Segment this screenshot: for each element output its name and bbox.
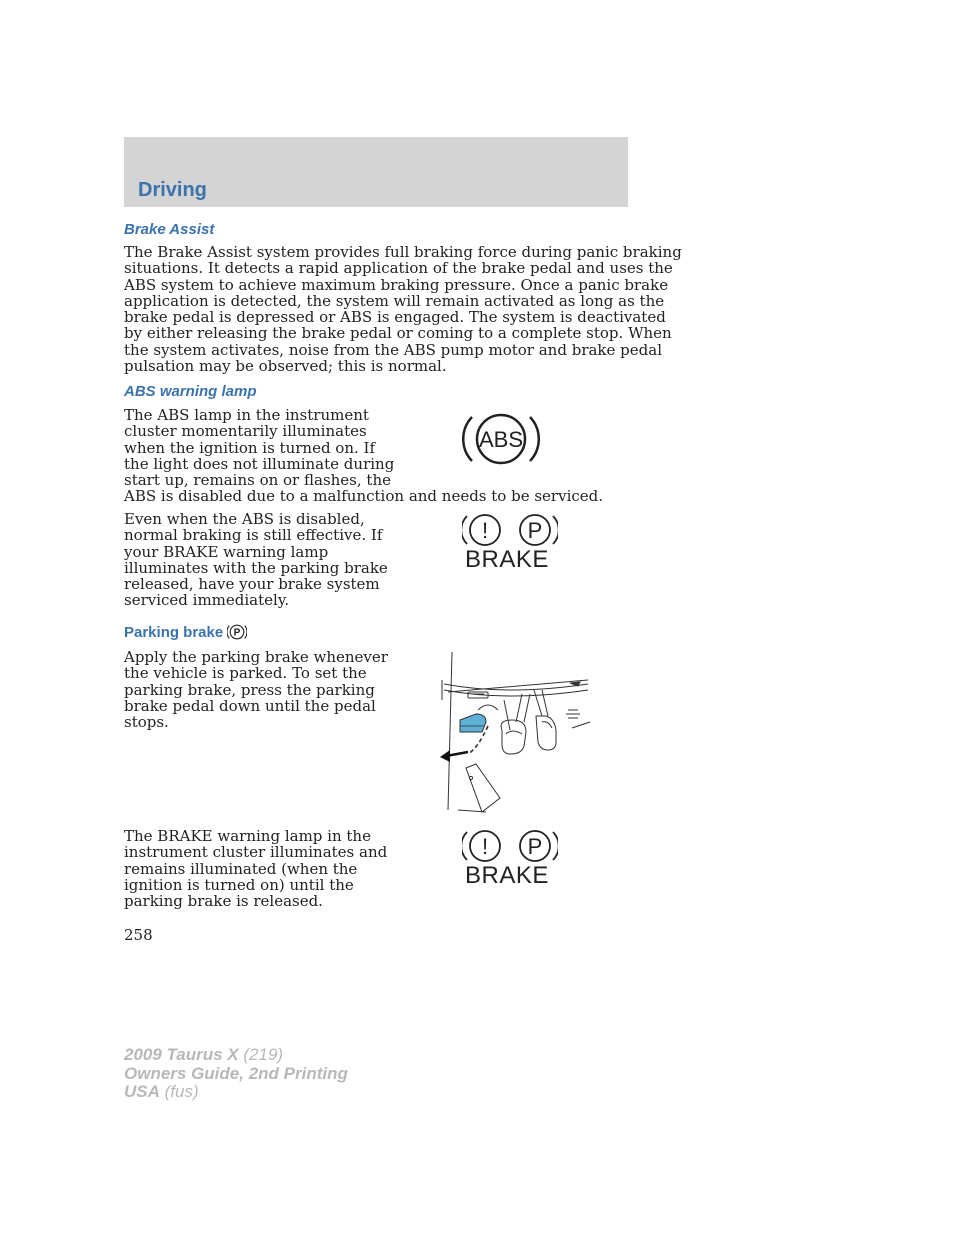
- text-line: The BRAKE warning lamp in the: [124, 827, 371, 845]
- footer-guide: Owners Guide, 2nd Printing: [124, 1063, 348, 1083]
- brake-lamp-symbols-icon: [462, 828, 558, 864]
- parking-brake-pedal-illustration: [438, 650, 592, 814]
- brake-lamp-label: BRAKE: [465, 862, 549, 889]
- text-line: normal braking is still effective. If: [124, 526, 383, 545]
- abs-warning-lamp-icon: [462, 409, 540, 469]
- text-line: when the ignition is turned on. If: [124, 438, 376, 457]
- abs-disabled-paragraph: [124, 511, 388, 609]
- text-line: the light does not illuminate during: [124, 454, 395, 473]
- text-line: released, have your brake system: [124, 575, 380, 594]
- text-line: situations. It detects a rapid application of the brake pedal and uses the: [124, 259, 673, 278]
- parking-p-label: P: [527, 834, 543, 859]
- parking-brake-heading: [124, 622, 247, 642]
- text-line: The ABS lamp in the instrument: [124, 406, 369, 424]
- brake-lamp-symbols-icon: [462, 512, 558, 548]
- parking-pedal-highlight: [460, 714, 486, 732]
- brake-warning-lamp-icon: [462, 512, 558, 574]
- illustration-line: [448, 652, 452, 810]
- footer-model: 2009 Taurus X: [124, 1045, 239, 1064]
- parking-p-label: P: [527, 518, 543, 543]
- brake-assist-paragraph: [124, 244, 682, 374]
- text-line: Apply the parking brake whenever: [124, 648, 388, 666]
- document-footer: [124, 1046, 348, 1102]
- brake-lamp-label: BRAKE: [465, 546, 549, 573]
- brake-warning-paragraph: [124, 828, 387, 909]
- text-line: the vehicle is parked. To set the: [124, 664, 367, 683]
- section-title: Driving: [138, 179, 207, 201]
- text-line: Even when the ABS is disabled,: [124, 510, 365, 528]
- footer-model-code: (219): [238, 1045, 284, 1064]
- page-number: 258: [124, 926, 153, 944]
- text-line: your BRAKE warning lamp: [124, 542, 329, 561]
- text-line: stops.: [124, 713, 169, 732]
- parking-brake-paragraph: [124, 649, 388, 730]
- text-line: instrument cluster illuminates and: [124, 843, 388, 862]
- text-line: ignition is turned on) until the: [124, 875, 354, 894]
- exclamation-label: !: [481, 834, 489, 859]
- brake-warning-lamp-icon-2: [462, 828, 558, 890]
- text-line: serviced immediately.: [124, 591, 290, 610]
- footer-market-code: (fus): [159, 1082, 199, 1101]
- brake-assist-heading: Brake Assist: [124, 221, 215, 238]
- footer-market: USA: [124, 1082, 160, 1101]
- section-header-band: [124, 137, 628, 207]
- text-line: the system activates, noise from the ABS pump motor and brake pedal: [124, 340, 662, 359]
- exclamation-label: !: [481, 518, 489, 543]
- text-line: ABS system to achieve maximum braking pressure. Once a panic brake: [124, 275, 669, 294]
- text-line: cluster momentarily illuminates: [124, 422, 367, 441]
- text-line: brake pedal down until the pedal: [124, 696, 376, 715]
- parking-p-badge-icon: [227, 622, 247, 642]
- abs-lamp-label: ABS: [478, 427, 524, 452]
- text-line: start up, remains on or flashes, the: [124, 471, 391, 490]
- text-line: illuminates with the parking brake: [124, 558, 388, 577]
- text-line: application is detected, the system will remain activated as long as the: [124, 291, 665, 310]
- text-line: remains illuminated (when the: [124, 859, 358, 878]
- text-line: ABS is disabled due to a malfunction and needs to be serviced.: [124, 487, 604, 506]
- text-line: parking brake, press the parking: [124, 680, 375, 699]
- parking-brake-heading-text: Parking brake: [124, 623, 224, 641]
- text-line: by either releasing the brake pedal or coming to a complete stop. When: [124, 324, 672, 343]
- text-line: The Brake Assist system provides full braking force during panic braking: [124, 243, 682, 261]
- p-badge-label: P: [233, 627, 241, 639]
- abs-warning-heading: ABS warning lamp: [124, 383, 257, 400]
- text-line: parking brake is released.: [124, 892, 323, 911]
- text-line: pulsation may be observed; this is normal.: [124, 357, 447, 376]
- text-line: brake pedal is depressed or ABS is engaged. The system is deactivated: [124, 308, 666, 327]
